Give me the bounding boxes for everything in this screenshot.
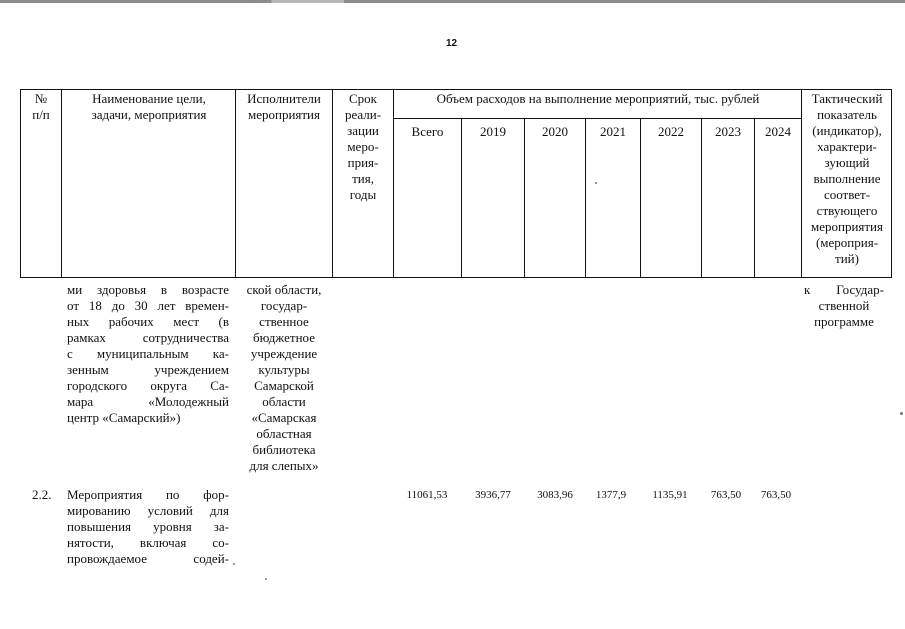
header-year-2021: 2021	[600, 124, 626, 139]
row-2-2-2022: 1135,91	[652, 489, 688, 501]
col-border	[461, 118, 462, 278]
row-2-2-name	[67, 487, 229, 567]
text-line: от 18 до 30 лет времен-	[67, 298, 229, 313]
header-expenses: Объем расходов на выполнение мероприятий, тыс. рублей	[436, 91, 760, 106]
header-year-2022: 2022	[658, 124, 684, 139]
text-line: культуры	[258, 362, 310, 377]
text-line: нятости, включая со-	[67, 535, 229, 550]
text-line: повышения уровня за-	[67, 519, 229, 534]
scan-speck	[595, 182, 597, 184]
continuation-name	[67, 282, 229, 426]
text-line: центр «Самарский»)	[67, 410, 181, 425]
header-year-2019: 2019	[480, 124, 506, 139]
header-indicator: Тактический показатель (индикатор), характери- зующий выполнение соответ- ствующего мероприятия (мероприя- тий)	[810, 91, 883, 266]
row-2-2-total: 11061,53	[406, 489, 448, 501]
row-2-2-2020: 3083,96	[537, 489, 573, 501]
text-line: программе	[814, 314, 874, 329]
text-line: с муниципальным ка-	[67, 346, 229, 361]
text-line: ской области,	[246, 282, 322, 297]
col-border	[640, 118, 641, 278]
scan-top-edge	[0, 0, 905, 3]
header-year-total: Всего	[411, 124, 444, 139]
text-line: зенным учреждением	[67, 362, 229, 377]
header-number: № п/п	[32, 91, 50, 122]
scan-speck	[900, 412, 903, 415]
text-line: ных рабочих мест (в	[67, 314, 229, 329]
text-line: библиотека	[252, 442, 316, 457]
col-border	[393, 89, 394, 278]
text-line: рамках сотрудничества	[67, 330, 229, 345]
col-border	[701, 118, 702, 278]
page-number: 12	[446, 38, 458, 49]
table-top-border	[20, 89, 892, 90]
continuation-indicator	[804, 282, 884, 330]
text-line: государ-	[260, 298, 308, 313]
text-line: для слепых»	[249, 458, 319, 473]
col-border	[524, 118, 525, 278]
text-line: ственное	[259, 314, 309, 329]
text-line: мара «Молодежный	[67, 394, 229, 409]
text-line: к Государ-	[804, 282, 884, 297]
col-border	[585, 118, 586, 278]
table-header-bottom-border	[20, 277, 892, 278]
text-line: городского округа Са-	[67, 378, 229, 393]
text-line: ми здоровья в возрасте	[67, 282, 229, 297]
continuation-executors	[236, 282, 332, 474]
header-year-2023: 2023	[715, 124, 741, 139]
header-year-2020: 2020	[542, 124, 568, 139]
text-line: учреждение	[250, 346, 318, 361]
text-line: «Самарская	[251, 410, 317, 425]
text-line: областная	[256, 426, 312, 441]
scan-speck	[265, 578, 267, 580]
text-line: провождаемое содей-	[67, 551, 229, 566]
text-line: Самарской	[254, 378, 314, 393]
table-header	[20, 89, 892, 278]
row-2-2-number: 2.2.	[32, 487, 52, 502]
years-divider-line	[393, 118, 801, 119]
text-line: мированию условий для	[67, 503, 229, 518]
text-line: области	[262, 394, 306, 409]
header-period: Срок реали- зации меро- прия- тия, годы	[344, 91, 382, 202]
row-2-2-2023: 763,50	[710, 489, 742, 501]
row-2-2-2021: 1377,9	[595, 489, 627, 501]
text-line: ственной	[818, 298, 870, 313]
scan-speck	[233, 563, 235, 565]
col-border	[61, 89, 62, 278]
row-2-2-2024: 763,50	[760, 489, 792, 501]
col-border	[754, 118, 755, 278]
header-year-2024: 2024	[765, 124, 791, 139]
header-name: Наименование цели, задачи, мероприятия	[91, 91, 207, 122]
header-executors: Исполнители мероприятия	[247, 91, 321, 122]
text-line: Мероприятия по фор-	[67, 487, 229, 502]
text-line: бюджетное	[253, 330, 315, 345]
row-2-2-2019: 3936,77	[475, 489, 511, 501]
